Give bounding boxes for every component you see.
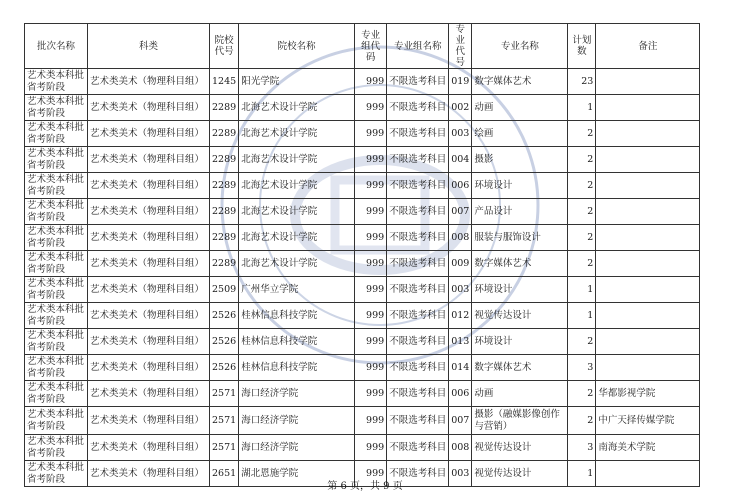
cell-plan: 2 [568, 381, 596, 407]
cell-school-code: 2289 [210, 225, 239, 251]
cell-school-code: 2571 [210, 407, 239, 435]
cell-school-code: 2509 [210, 277, 239, 303]
plan-table [24, 23, 700, 487]
cell-plan: 1 [568, 303, 596, 329]
cell-major-name: 摄影（融媒影像创作与营销） [472, 407, 568, 435]
cell-batch: 艺术类本科批省考阶段 [25, 173, 88, 199]
cell-major-name: 动画 [472, 95, 568, 121]
cell-major-code: 003 [449, 461, 472, 487]
cell-batch: 艺术类本科批省考阶段 [25, 407, 88, 435]
header-row [25, 24, 700, 69]
cell-group-code: 999 [355, 303, 387, 329]
cell-group-code: 999 [355, 173, 387, 199]
cell-school-code: 2289 [210, 95, 239, 121]
cell-note [596, 251, 700, 277]
cell-major-name: 视觉传达设计 [472, 461, 568, 487]
cell-subject: 艺术类美术（物理科目组） [88, 303, 210, 329]
cell-major-name: 环境设计 [472, 277, 568, 303]
cell-school-name: 海口经济学院 [239, 435, 355, 461]
cell-group-code: 999 [355, 407, 387, 435]
cell-major-code: 012 [449, 303, 472, 329]
cell-group-code: 999 [355, 381, 387, 407]
cell-subject: 艺术类美术（物理科目组） [88, 95, 210, 121]
cell-subject: 艺术类美术（物理科目组） [88, 329, 210, 355]
cell-note [596, 277, 700, 303]
cell-school-name: 阳光学院 [239, 69, 355, 95]
cell-subject: 艺术类美术（物理科目组） [88, 121, 210, 147]
cell-batch: 艺术类本科批省考阶段 [25, 199, 88, 225]
cell-group-code: 999 [355, 251, 387, 277]
cell-subject: 艺术类美术（物理科目组） [88, 225, 210, 251]
cell-school-name: 北海艺术设计学院 [239, 95, 355, 121]
cell-group-name: 不限选考科目 [387, 69, 449, 95]
cell-batch: 艺术类本科批省考阶段 [25, 381, 88, 407]
header-note: 备注 [596, 24, 700, 69]
cell-major-code: 009 [449, 251, 472, 277]
cell-school-code: 2651 [210, 461, 239, 487]
cell-school-name: 湖北恩施学院 [239, 461, 355, 487]
cell-batch: 艺术类本科批省考阶段 [25, 225, 88, 251]
cell-plan: 2 [568, 225, 596, 251]
cell-major-name: 动画 [472, 381, 568, 407]
cell-major-name: 环境设计 [472, 329, 568, 355]
cell-subject: 艺术类美术（物理科目组） [88, 277, 210, 303]
header-major-code: 专业代号 [449, 24, 472, 69]
cell-group-name: 不限选考科目 [387, 277, 449, 303]
cell-plan: 2 [568, 199, 596, 225]
cell-school-name: 海口经济学院 [239, 381, 355, 407]
cell-group-name: 不限选考科目 [387, 303, 449, 329]
cell-major-name: 绘画 [472, 121, 568, 147]
cell-group-name: 不限选考科目 [387, 251, 449, 277]
cell-major-name: 视觉传达设计 [472, 435, 568, 461]
cell-group-name: 不限选考科目 [387, 355, 449, 381]
cell-plan: 2 [568, 251, 596, 277]
cell-batch: 艺术类本科批省考阶段 [25, 147, 88, 173]
cell-plan: 2 [568, 329, 596, 355]
table-row [25, 277, 700, 303]
cell-note [596, 173, 700, 199]
table-row [25, 355, 700, 381]
cell-group-code: 999 [355, 95, 387, 121]
header-major-name: 专业名称 [472, 24, 568, 69]
cell-group-code: 999 [355, 461, 387, 487]
cell-batch: 艺术类本科批省考阶段 [25, 251, 88, 277]
cell-group-name: 不限选考科目 [387, 147, 449, 173]
cell-batch: 艺术类本科批省考阶段 [25, 329, 88, 355]
page-footer: 第 6 页，共 9 页 [327, 481, 403, 492]
table-row [25, 407, 700, 435]
table-row [25, 435, 700, 461]
cell-group-name: 不限选考科目 [387, 199, 449, 225]
cell-batch: 艺术类本科批省考阶段 [25, 435, 88, 461]
table-row [25, 69, 700, 95]
cell-group-name: 不限选考科目 [387, 329, 449, 355]
table-row [25, 121, 700, 147]
cell-plan: 3 [568, 355, 596, 381]
table-row [25, 329, 700, 355]
cell-major-code: 019 [449, 69, 472, 95]
cell-major-name: 视觉传达设计 [472, 303, 568, 329]
cell-plan: 1 [568, 277, 596, 303]
cell-group-code: 999 [355, 147, 387, 173]
cell-group-name: 不限选考科目 [387, 121, 449, 147]
cell-batch: 艺术类本科批省考阶段 [25, 121, 88, 147]
cell-school-code: 2289 [210, 173, 239, 199]
header-plan: 计划数 [568, 24, 596, 69]
cell-plan: 2 [568, 173, 596, 199]
cell-note [596, 147, 700, 173]
cell-school-code: 2289 [210, 121, 239, 147]
cell-major-name: 数字媒体艺术 [472, 355, 568, 381]
cell-major-code: 004 [449, 147, 472, 173]
cell-note [596, 355, 700, 381]
cell-subject: 艺术类美术（物理科目组） [88, 147, 210, 173]
cell-major-name: 产品设计 [472, 199, 568, 225]
cell-major-code: 013 [449, 329, 472, 355]
cell-major-name: 摄影 [472, 147, 568, 173]
cell-major-code: 007 [449, 407, 472, 435]
table-row [25, 303, 700, 329]
cell-school-name: 桂林信息科技学院 [239, 329, 355, 355]
cell-batch: 艺术类本科批省考阶段 [25, 303, 88, 329]
cell-major-code: 003 [449, 121, 472, 147]
cell-group-code: 999 [355, 121, 387, 147]
cell-group-name: 不限选考科目 [387, 435, 449, 461]
header-school-name: 院校名称 [239, 24, 355, 69]
cell-major-code: 006 [449, 173, 472, 199]
header-school-code: 院校代号 [210, 24, 239, 69]
cell-subject: 艺术类美术（物理科目组） [88, 173, 210, 199]
cell-school-name: 北海艺术设计学院 [239, 225, 355, 251]
table-row [25, 225, 700, 251]
cell-major-code: 006 [449, 381, 472, 407]
table-row [25, 147, 700, 173]
cell-major-code: 014 [449, 355, 472, 381]
cell-school-name: 北海艺术设计学院 [239, 199, 355, 225]
cell-major-code: 002 [449, 95, 472, 121]
cell-batch: 艺术类本科批省考阶段 [25, 355, 88, 381]
cell-group-name: 不限选考科目 [387, 407, 449, 435]
cell-school-name: 桂林信息科技学院 [239, 355, 355, 381]
cell-school-code: 2526 [210, 303, 239, 329]
header-group-code: 专业组代码 [355, 24, 387, 69]
cell-note [596, 199, 700, 225]
table-row [25, 173, 700, 199]
cell-major-code: 003 [449, 277, 472, 303]
cell-major-name: 服装与服饰设计 [472, 225, 568, 251]
cell-plan: 3 [568, 435, 596, 461]
cell-school-code: 2289 [210, 147, 239, 173]
cell-school-code: 2526 [210, 329, 239, 355]
cell-batch: 艺术类本科批省考阶段 [25, 69, 88, 95]
cell-school-code: 2571 [210, 381, 239, 407]
cell-major-code: 007 [449, 199, 472, 225]
cell-school-code: 2289 [210, 251, 239, 277]
cell-group-code: 999 [355, 69, 387, 95]
cell-note [596, 225, 700, 251]
cell-major-code: 008 [449, 225, 472, 251]
header-group-name: 专业组名称 [387, 24, 449, 69]
cell-major-name: 数字媒体艺术 [472, 69, 568, 95]
header-batch: 批次名称 [25, 24, 88, 69]
cell-school-code: 2289 [210, 199, 239, 225]
cell-group-code: 999 [355, 277, 387, 303]
cell-batch: 艺术类本科批省考阶段 [25, 461, 88, 487]
cell-group-name: 不限选考科目 [387, 173, 449, 199]
cell-note: 中广天择传媒学院 [596, 407, 700, 435]
cell-major-name: 环境设计 [472, 173, 568, 199]
cell-school-code: 2571 [210, 435, 239, 461]
cell-school-name: 北海艺术设计学院 [239, 147, 355, 173]
cell-school-code: 1245 [210, 69, 239, 95]
cell-plan: 2 [568, 121, 596, 147]
table-row [25, 381, 700, 407]
table-row [25, 251, 700, 277]
cell-note [596, 95, 700, 121]
table-row [25, 95, 700, 121]
cell-subject: 艺术类美术（物理科目组） [88, 435, 210, 461]
cell-batch: 艺术类本科批省考阶段 [25, 277, 88, 303]
cell-group-name: 不限选考科目 [387, 95, 449, 121]
cell-subject: 艺术类美术（物理科目组） [88, 69, 210, 95]
cell-school-name: 北海艺术设计学院 [239, 251, 355, 277]
cell-plan: 23 [568, 69, 596, 95]
cell-plan: 2 [568, 147, 596, 173]
cell-subject: 艺术类美术（物理科目组） [88, 251, 210, 277]
cell-school-name: 海口经济学院 [239, 407, 355, 435]
header-subject: 科类 [88, 24, 210, 69]
cell-major-name: 数字媒体艺术 [472, 251, 568, 277]
cell-group-code: 999 [355, 355, 387, 381]
cell-group-name: 不限选考科目 [387, 225, 449, 251]
cell-subject: 艺术类美术（物理科目组） [88, 355, 210, 381]
cell-group-code: 999 [355, 435, 387, 461]
cell-school-name: 北海艺术设计学院 [239, 173, 355, 199]
cell-group-name: 不限选考科目 [387, 381, 449, 407]
cell-plan: 1 [568, 461, 596, 487]
cell-subject: 艺术类美术（物理科目组） [88, 199, 210, 225]
cell-group-code: 999 [355, 329, 387, 355]
cell-note: 华都影视学院 [596, 381, 700, 407]
cell-note [596, 69, 700, 95]
cell-group-code: 999 [355, 199, 387, 225]
table-row [25, 199, 700, 225]
cell-plan: 2 [568, 407, 596, 435]
cell-note [596, 121, 700, 147]
cell-school-name: 北海艺术设计学院 [239, 121, 355, 147]
cell-school-name: 桂林信息科技学院 [239, 303, 355, 329]
cell-subject: 艺术类美术（物理科目组） [88, 461, 210, 487]
cell-note [596, 303, 700, 329]
cell-batch: 艺术类本科批省考阶段 [25, 95, 88, 121]
cell-school-code: 2526 [210, 355, 239, 381]
cell-note: 南海美术学院 [596, 435, 700, 461]
cell-school-name: 广州华立学院 [239, 277, 355, 303]
cell-group-code: 999 [355, 225, 387, 251]
cell-note [596, 329, 700, 355]
cell-group-name: 不限选考科目 [387, 461, 449, 487]
cell-subject: 艺术类美术（物理科目组） [88, 407, 210, 435]
cell-subject: 艺术类美术（物理科目组） [88, 381, 210, 407]
cell-major-code: 008 [449, 435, 472, 461]
cell-plan: 1 [568, 95, 596, 121]
